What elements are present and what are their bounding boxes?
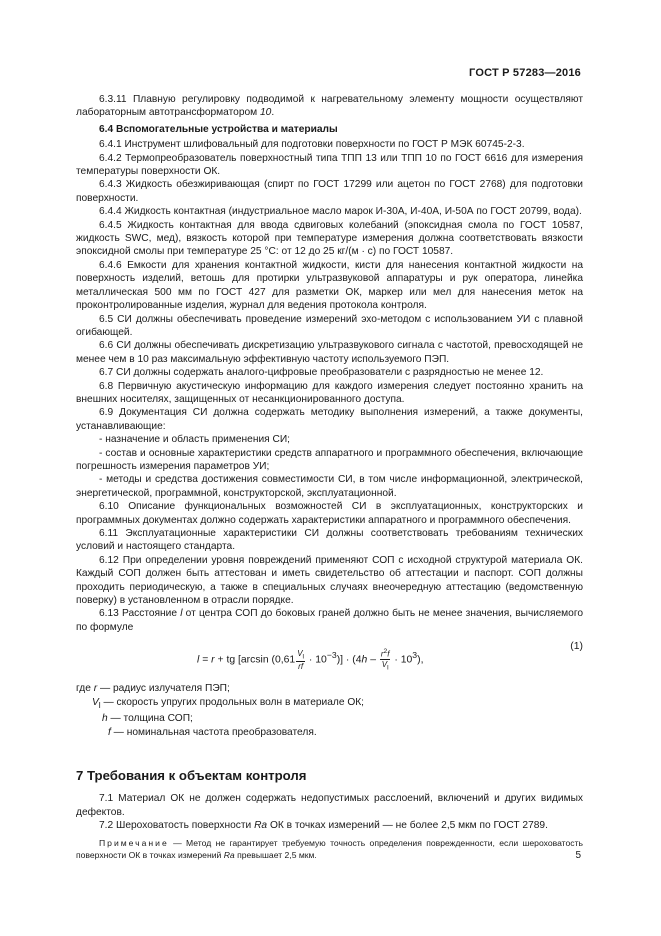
paragraph-6-13: 6.13 Расстояние l от центра СОП до боковых граней должно быть не менее значения, вычисляемого по формуле bbox=[76, 608, 584, 633]
paragraph-6-3-11: 6.3.11 Плавную регулировку подводимой к нагревательному элементу мощности осуществляют лабораторным автотрансформатором 10. bbox=[76, 94, 583, 119]
list-item: - методы и средства достижения совместимости СИ, в том числе информационной, электрической, энергетической, программной, конструкторской, эксплуатационной. bbox=[76, 474, 583, 499]
formula-1 bbox=[76, 638, 583, 676]
document-header: ГОСТ Р 57283—2016 bbox=[469, 67, 581, 79]
note: Примечание — Метод не гарантирует требуемую точность определения поврежденности, если шероховатость поверхности ОК в точках измерений Ra превышает 2,5 мкм. bbox=[76, 837, 583, 860]
definition-f: f — номинальная частота преобразователя. bbox=[108, 726, 317, 738]
paragraph-6-6: 6.6 СИ должны обеспечивать дискретизацию ультразвукового сигнала с частотой, превосходящей не менее чем в 10 раз максимальную эффективную частоту используемого ПЭП. bbox=[76, 340, 583, 365]
paragraph-6-9: 6.9 Документация СИ должна содержать методику выполнения измерений, а также документы, устанавливающие: bbox=[76, 407, 583, 432]
formula-expression: l = r + tg [arcsin (0,61 $\frac{V_l}{rf}$ · $10^{-3})] \cdot (4h$ – $\frac{r^2f}{V_l}$ · $10^3$), bbox=[197, 648, 424, 672]
formula-number: (1) bbox=[570, 641, 583, 653]
paragraph-6-5: 6.5 СИ должны обеспечивать проведение измерений эхо-методом с использованием УИ с плавной огибающей. bbox=[76, 313, 583, 338]
definition-h: h — толщина СОП; bbox=[102, 713, 193, 725]
paragraph-6-4-5: 6.4.5 Жидкость контактная для ввода сдвиговых колебаний (эпоксидная смола по ГОСТ 10587, жидкость SWC, мед), вязкость которой при температуре измерения должна соответствовать вязкости эпоксидной смолы при температуре 25 °С: от 12 до 25 кг/(м · с) по ГОСТ 10587. bbox=[76, 219, 583, 258]
fraction-vl-rf: $\frac{V_l}{rf}$ bbox=[297, 648, 305, 672]
paragraph-6-12: 6.12 При определении уровня повреждений применяют СОП с исходной структурой материала ОК. Каждый СОП должен быть аттестован и иметь свидетельство об аттестации и паспорт. СОП должны проходить периодическую, а также в специальных случаях внеочередную аттестацию (ведомственную поверку) в установленном в отрасли порядке. bbox=[76, 554, 583, 607]
fraction-r2f-vl: $\frac{r^2f}{V_l}$ bbox=[380, 648, 390, 672]
paragraph-6-8: 6.8 Первичную акустическую информацию для каждого измерения следует постоянно хранить на внешних носителях, защищенных от несанкционированного доступа. bbox=[76, 380, 583, 405]
paragraph-6-7: 6.7 СИ должны содержать аналого-цифровые преобразователи с разрядностью не менее 12. bbox=[99, 367, 544, 379]
definition-r: где r — радиус излучателя ПЭП; bbox=[76, 683, 230, 695]
list-item: - состав и основные характеристики средств аппаратного и программного обеспечения, включающие погрешность измерения параметров УИ; bbox=[76, 447, 583, 472]
paragraph-7-1: 7.1 Материал ОК не должен содержать недопустимых расслоений, включений и других видимых дефектов. bbox=[76, 793, 583, 818]
paragraph-6-10: 6.10 Описание функциональных возможностей СИ в эксплуатационных, конструкторских и программных документах должно содержать характеристики аппаратного и программного обеспечения. bbox=[76, 501, 583, 526]
paragraph-6-4-4: 6.4.4 Жидкость контактная (индустриальное масло марок И-30А, И-40А, И-50А по ГОСТ 20799, вода). bbox=[99, 206, 582, 218]
paragraph-7-2: 7.2 Шероховатость поверхности Ra ОК в точках измерений — не более 2,5 мкм по ГОСТ 2789. bbox=[99, 820, 548, 832]
paragraph-6-4-3: 6.4.3 Жидкость обезжиривающая (спирт по ГОСТ 17299 или ацетон по ГОСТ 2768) для подготовки поверхности. bbox=[76, 179, 583, 204]
paragraph-6-4-2: 6.4.2 Термопреобразователь поверхностный типа ТПП 13 или ТПП 10 по ГОСТ 6616 для измерения температуры поверхности ОК. bbox=[76, 152, 583, 178]
section-title-7: 7 Требования к объектам контроля bbox=[76, 767, 307, 783]
formula-definitions bbox=[76, 682, 583, 739]
paragraph-6-4-6: 6.4.6 Емкости для хранения контактной жидкости, кисти для нанесения контактной жидкости на поверхность изделий, ветошь для протирки ультразвуковой аппаратуры и рук оператора, линейка металлическая 500 мм по ГОСТ 427 для разметки ОК, маркер или мел для нанесения меток на проконтролированные изделия, журнал для ведения протокола контроля. bbox=[76, 259, 583, 312]
definition-vl: $V_l$ — скорость упругих продольных волн в материале ОК; bbox=[92, 696, 365, 710]
subsection-title-6-4: 6.4 Вспомогательные устройства и материалы bbox=[99, 123, 338, 135]
paragraph-6-11: 6.11 Эксплуатационные характеристики СИ должны соответствовать требованиям технических условий и настоящего стандарта. bbox=[76, 528, 583, 553]
page-number: 5 bbox=[575, 850, 581, 861]
document-body bbox=[76, 93, 583, 861]
list-item: - назначение и область применения СИ; bbox=[99, 434, 291, 446]
paragraph-6-4-1: 6.4.1 Инструмент шлифовальный для подготовки поверхности по ГОСТ Р МЭК 60745-2-3. bbox=[99, 139, 525, 151]
